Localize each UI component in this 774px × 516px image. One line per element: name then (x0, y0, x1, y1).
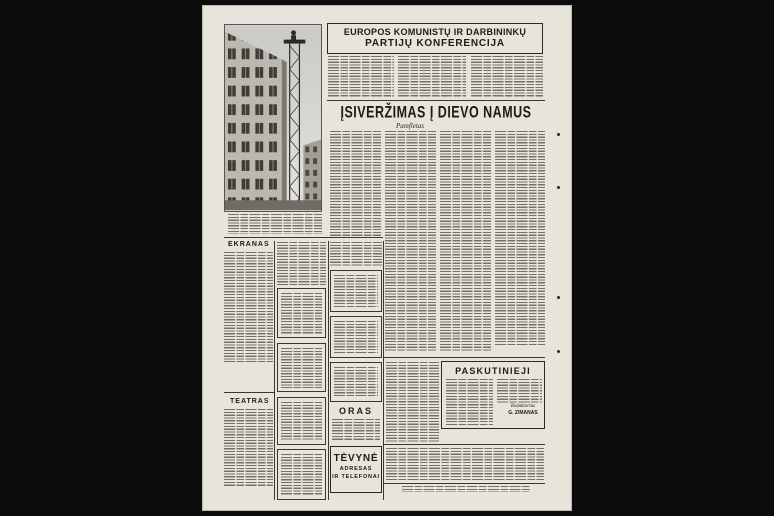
col2-box-1-text (281, 293, 322, 334)
weather-text (332, 419, 380, 441)
conference-article-col3 (471, 56, 543, 97)
pamphlet-col1 (330, 131, 381, 236)
column-rule-3 (383, 241, 384, 500)
col3-notice (330, 242, 382, 267)
col2-box-4 (277, 449, 326, 500)
col2-box-3 (277, 397, 326, 445)
news-item-text (386, 362, 439, 442)
col2-notice (277, 242, 326, 285)
worker-head (291, 30, 296, 35)
lift-platform (284, 40, 306, 44)
latest-news-heading: PASKUTINIEJI (455, 366, 531, 376)
imprint-rule-bottom (384, 483, 545, 484)
pamphlet-bottom-rule (384, 357, 545, 358)
editor-signature (504, 404, 542, 416)
worker-body (291, 35, 296, 40)
col2-box-3-text (281, 402, 322, 441)
pamphlet-col4 (495, 131, 545, 346)
building-photo (224, 24, 322, 212)
col2-box-2-text (281, 348, 322, 388)
theatre-heading: TEATRAS (230, 398, 270, 405)
column-rule-2 (328, 241, 329, 500)
imprint-rule (384, 444, 545, 445)
conference-title-line1: EUROPOS KOMUNISTŲ IR DARBININKŲ (343, 27, 527, 37)
imprint-footer-line (402, 486, 530, 492)
masthead-title: TĖVYNĖ (333, 453, 379, 464)
col3-box-2 (330, 316, 382, 358)
masthead-box (330, 446, 382, 493)
col3-box-1 (330, 270, 382, 312)
col2-box-2 (277, 343, 326, 392)
cinema-listings (224, 252, 273, 362)
pamphlet-headline: ĮSIVERŽIMAS Į DIEVO NAMUS (340, 102, 532, 122)
theatre-listings (224, 409, 273, 487)
building-wing (303, 140, 321, 211)
cinema-divider (224, 392, 274, 393)
conference-headline-box (327, 23, 543, 54)
binding-hole (557, 133, 560, 136)
building-photo-image (225, 25, 321, 211)
col3-box-1-text (334, 275, 378, 308)
col3-box-3-text (334, 367, 378, 398)
latest-news-box (441, 361, 545, 429)
col2-box-1 (277, 288, 326, 338)
pamphlet-col2 (385, 131, 436, 352)
col2-box-4-text (281, 454, 322, 496)
ground (225, 200, 321, 210)
editor-name: G. ZIMANAS (508, 410, 538, 416)
col3-box-3 (330, 362, 382, 402)
latest-news-col2 (497, 379, 542, 403)
newspaper-page (202, 5, 572, 511)
editor-role: Redaktorius (510, 404, 536, 409)
binding-hole (557, 350, 560, 353)
pamphlet-subtitle: Pamfletas (396, 122, 424, 130)
photo-caption (228, 214, 322, 234)
col3-box-2-text (334, 321, 378, 354)
column-rule-1 (274, 241, 275, 500)
masthead-line1: ADRESAS (339, 466, 373, 472)
binding-hole (557, 296, 560, 299)
building-corner (282, 59, 287, 210)
binding-hole (557, 186, 560, 189)
building-facade (225, 32, 282, 210)
weather-heading: ORAS (338, 406, 373, 416)
pamphlet-col3 (440, 131, 491, 352)
cinema-heading: EKRANAS (228, 241, 270, 248)
imprint-text (386, 448, 544, 481)
conference-article-col1 (328, 56, 394, 97)
latest-news-col1 (446, 379, 493, 425)
conference-divider (327, 100, 545, 101)
masthead-line2: IR TELEFONAI (332, 474, 380, 480)
conference-article-col2 (398, 56, 466, 97)
photo-divider (224, 237, 383, 238)
conference-title-line2: PARTIJŲ KONFERENCIJA (365, 38, 505, 49)
